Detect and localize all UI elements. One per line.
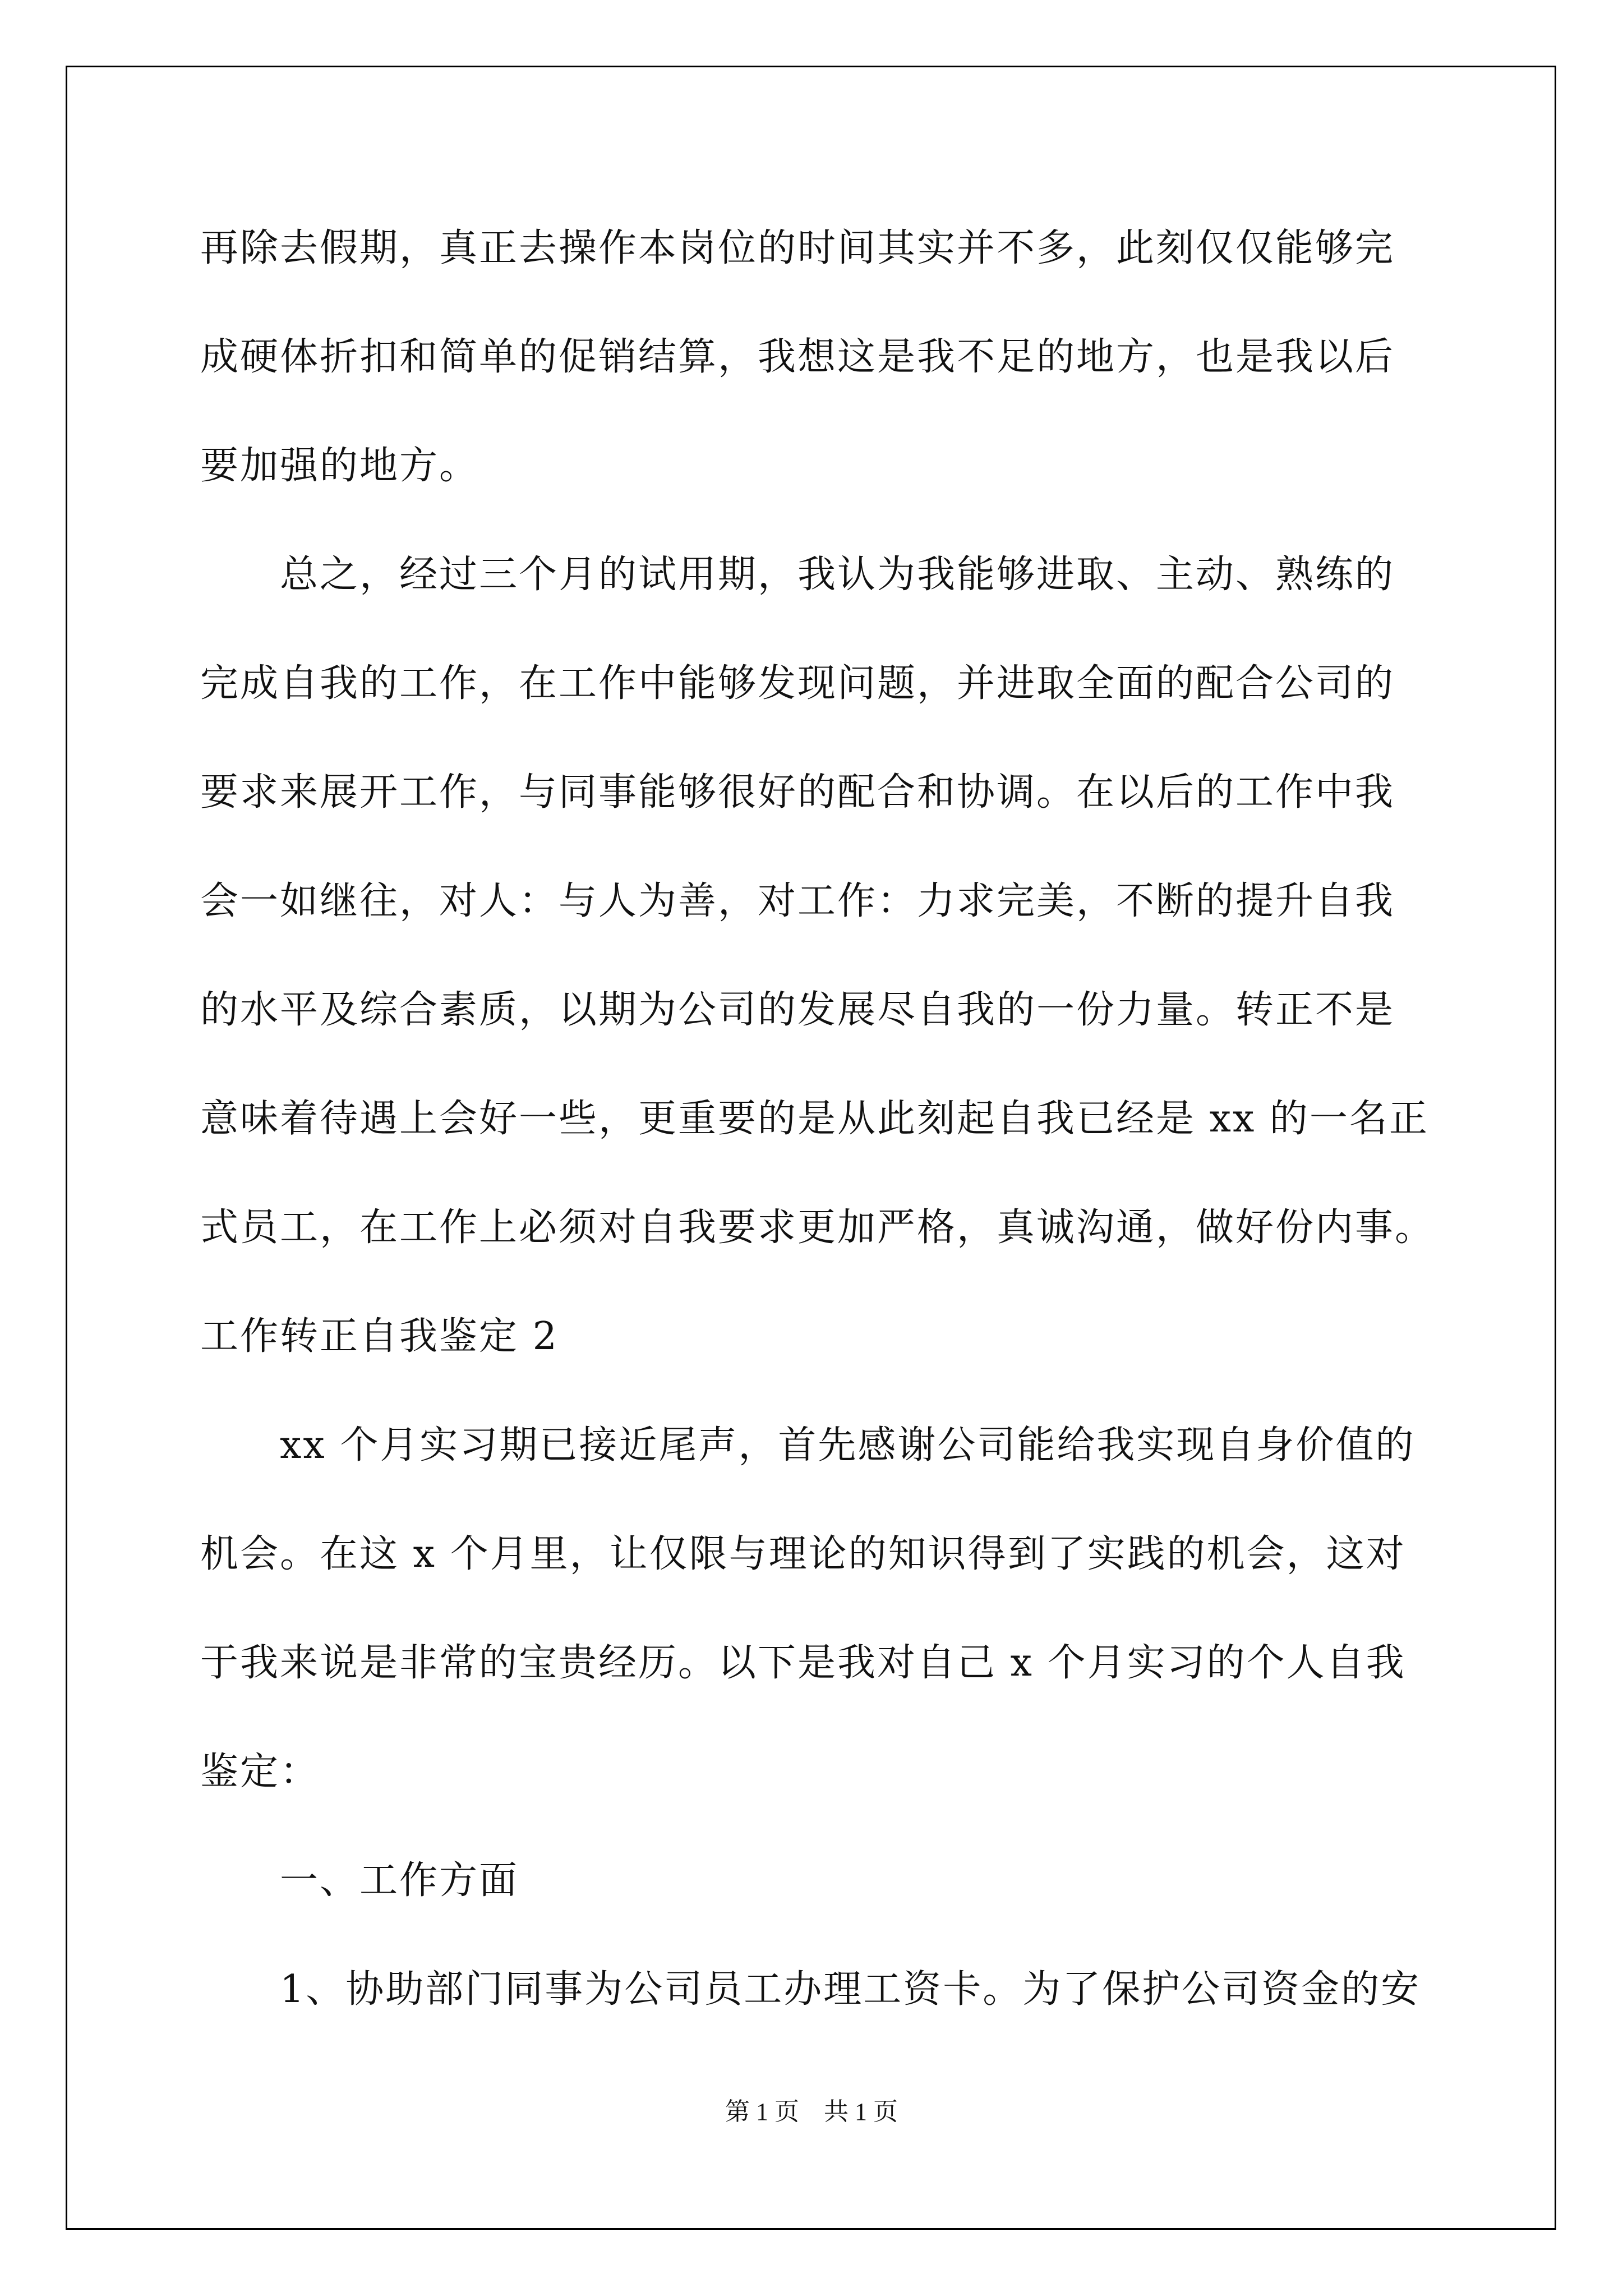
text-line: 再除去假期，真正去操作本岗位的时间其实并不多，此刻仅仅能够完 [200,226,1395,270]
text-line: 总之，经过三个月的试用期，我认为我能够进取、主动、熟练的 [200,553,1395,597]
text-line: 要加强的地方。 [200,444,479,488]
text-line: xx 个月实习期已接近尾声，首先感谢公司能给我实现自身价值的 [200,1423,1415,1467]
page-footer: 第 1 页 共 1 页 [725,2098,898,2125]
text-line: 完成自我的工作，在工作中能够发现问题，并进取全面的配合公司的 [200,661,1395,706]
text-line: 意味着待遇上会好一些，更重要的是从此刻起自我已经是 xx 的一名正 [200,1097,1429,1141]
text-line: 要求来展开工作，与同事能够很好的配合和协调。在以后的工作中我 [200,770,1395,815]
text-line: 1、协助部门同事为公司员工办理工资卡。为了保护公司资金的安 [200,1967,1421,2012]
text-line: 会一如继往，对人：与人为善，对工作：力求完美，不断的提升自我 [200,879,1395,923]
subheading: 一、工作方面 [200,1858,519,1903]
text-line: 机会。在这 x 个月里，让仅限与理论的知识得到了实践的机会，这对 [200,1532,1406,1576]
text-line: 的水平及综合素质，以期为公司的发展尽自我的一份力量。转正不是 [200,988,1395,1032]
text-line: 成硬体折扣和简单的促销结算，我想这是我不足的地方，也是我以后 [200,335,1395,379]
text-line: 式员工，在工作上必须对自我要求更加严格，真诚沟通，做好份内事。 [200,1205,1435,1250]
text-line: 于我来说是非常的宝贵经历。以下是我对自己 x 个月实习的个人自我 [200,1641,1406,1685]
section-heading: 工作转正自我鉴定 2 [200,1314,559,1359]
text-line: 鉴定： [200,1750,320,1794]
